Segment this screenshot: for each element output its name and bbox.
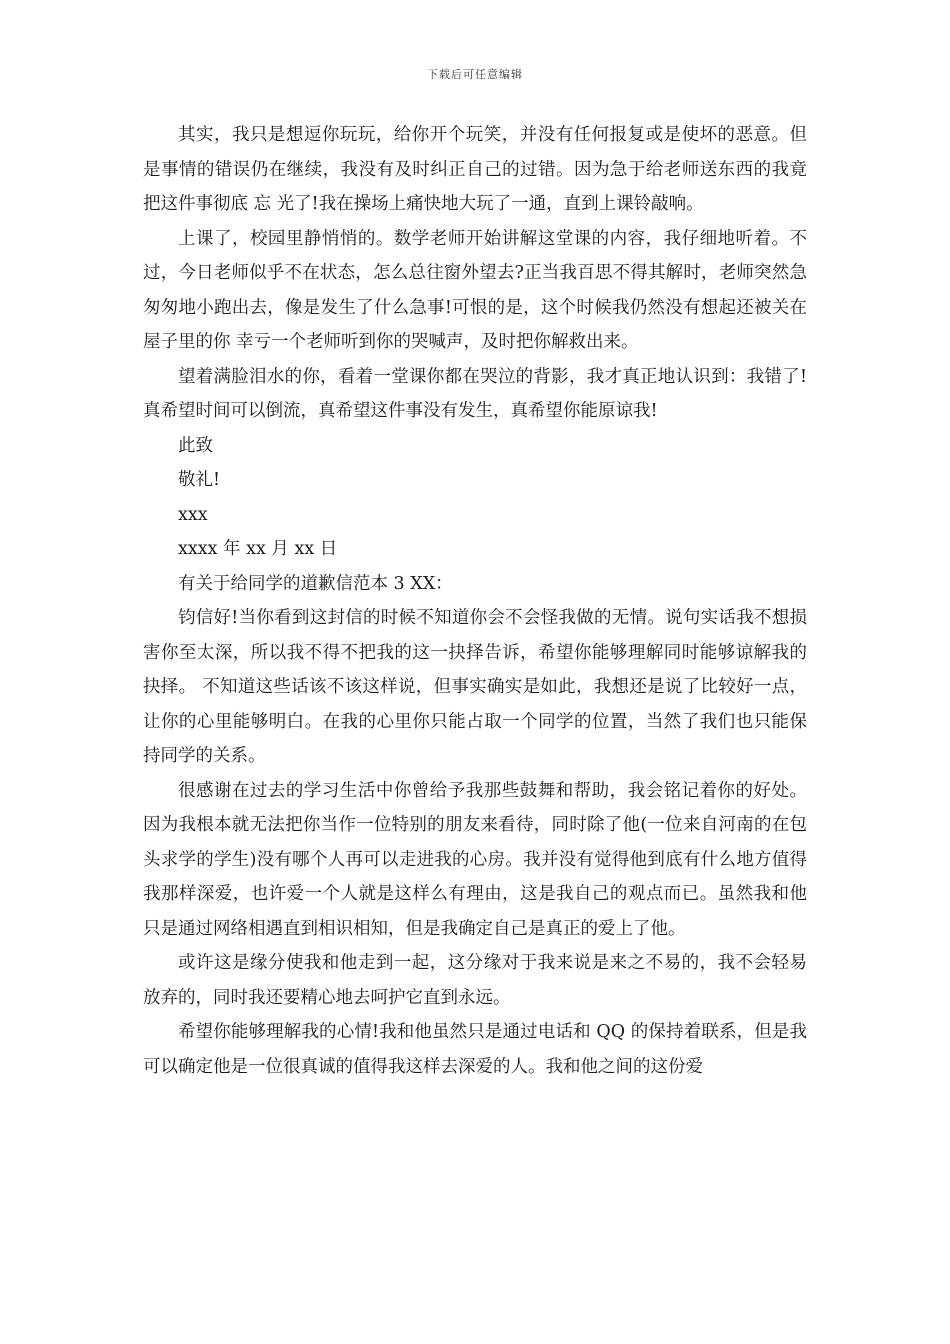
paragraph: 钧信好!当你看到这封信的时候不知道你会不会怪我做的无情。说句实话我不想损害你至太深，所以我不得不把我的这一抉择告诉，希望你能够理解同时能够谅解我的抉择。 不知道这些话该不该这样说，但事实确实是如此，我想还是说了比较好一点，让你的心里能够明白。在我的心里你只能占取一个同学的位置，当然了我们也只能保持同学的关系。	[143, 608, 807, 766]
paragraph: 其实，我只是想逗你玩玩，给你开个玩笑，并没有任何报复或是使坏的恶意。但是事情的错误仍在继续，我没有及时纠正自己的过错。因为急于给老师送东西的我竟把这件事彻底 忘 光了!我在操场上痛快地大玩了一通，直到上课铃敲响。	[143, 125, 807, 214]
signature-line: xxx	[178, 504, 208, 525]
paragraph: 很感谢在过去的学习生活中你曾给予我那些鼓舞和帮助，我会铭记着你的好处。因为我根本就无法把你当作一位特别的朋友来看待，同时除了他(一位来自河南的在包头求学的学生)没有哪个人再可以走进我的心房。我并没有觉得他到底有什么地方值得我那样深爱，也许爱一个人就是这样么有理由，这是我自己的观点而已。虽然我和他只是通过网络相遇直到相识相知，但是我确定自己是真正的爱上了他。	[143, 780, 807, 939]
salutation-line: 敬礼!	[178, 470, 221, 490]
paragraph: 或许这是缘分使我和他走到一起，这分缘对于我来说是来之不易的，我不会轻易放弃的，同时我还要精心地去呵护它直到永远。	[143, 953, 807, 1008]
paragraph: 希望你能够理解我的心情!我和他虽然只是通过电话和 QQ 的保持着联系，但是我可以确定他是一位很真诚的值得我这样去深爱的人。我和他之间的这份爱	[143, 1022, 807, 1077]
paragraph: 望着满脸泪水的你，看着一堂课你都在哭泣的背影，我才真正地认识到：我错了!真希望时间可以倒流，真希望这件事没有发生，真希望你能原谅我!	[143, 366, 807, 421]
closing-line: 此致	[178, 435, 213, 456]
page-header: 下载后可任意编辑	[427, 68, 523, 81]
section-title: 有关于给同学的道歉信范本 3 XX：	[178, 573, 453, 594]
letter-body	[143, 118, 807, 1084]
date-line: xxxx 年 xx 月 xx 日	[178, 539, 338, 559]
paragraph: 上课了，校园里静悄悄的。数学老师开始讲解这堂课的内容，我仔细地听着。不过，今日老师似乎不在状态，怎么总往窗外望去?正当我百思不得其解时，老师突然急匆匆地小跑出去，像是发生了什么急事!可恨的是，这个时候我仍然没有想起还被关在屋子里的你 幸亏一个老师听到你的哭喊声，及时把你解救出来。	[143, 228, 807, 352]
